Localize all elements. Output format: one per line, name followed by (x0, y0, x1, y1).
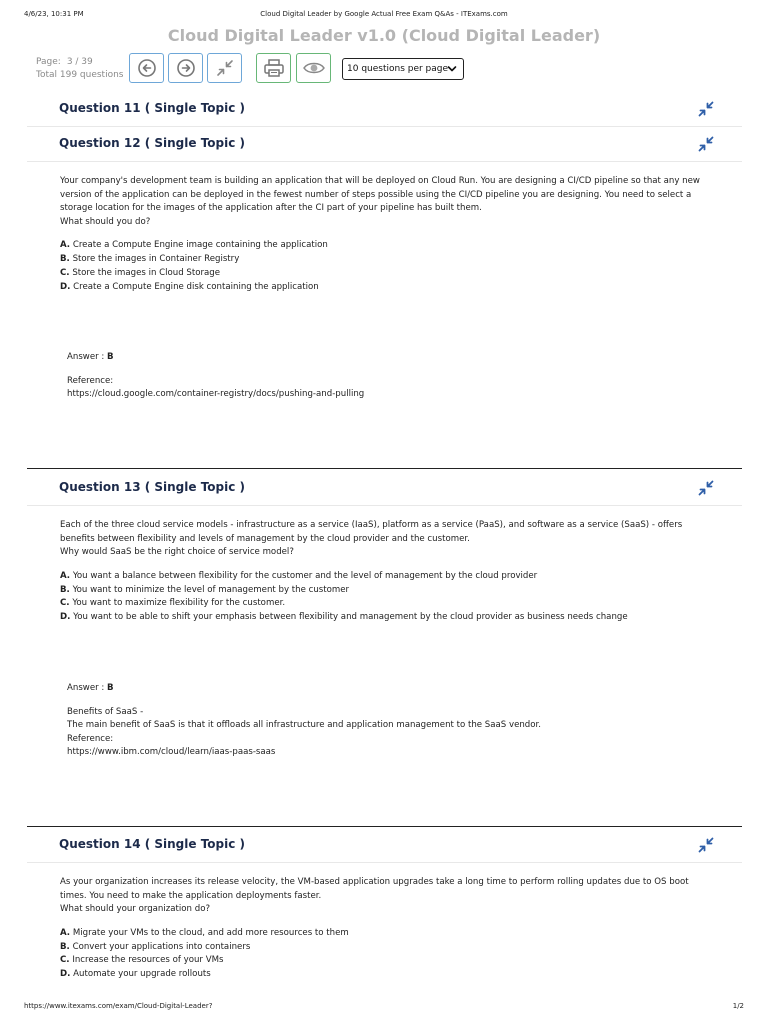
option-a[interactable]: A. You want a balance between flexibility for the customer and the level of management by the cloud provider (60, 570, 538, 581)
question-body (60, 519, 712, 625)
page-title: Cloud Digital Leader v1.0 (Cloud Digital Leader) (167, 26, 601, 45)
explanation-line: Benefits of SaaS - (67, 706, 144, 717)
question-card (27, 828, 742, 998)
option-b[interactable]: B. You want to minimize the level of management by the customer (60, 584, 350, 595)
collapse-all-icon (216, 59, 234, 77)
option-b[interactable]: B. Store the images in Container Registry (60, 254, 240, 265)
show-answers-button[interactable] (296, 53, 331, 83)
explanation-line: The main benefit of SaaS is that it offloads all infrastructure and application management to the SaaS vendor. (67, 720, 541, 731)
print-header (24, 10, 744, 22)
page-label: Page: (36, 57, 61, 67)
option-c[interactable]: C. You want to maximize flexibility for the customer. (60, 598, 286, 609)
question-prompt: What should your organization do? (60, 904, 211, 915)
question-title: Question 14 ( Single Topic ) (59, 837, 246, 851)
options-list (60, 927, 712, 982)
question-title: Question 13 ( Single Topic ) (59, 480, 246, 494)
prev-arrow-icon (137, 58, 157, 78)
answer-value: B (107, 683, 114, 693)
question-title: Question 11 ( Single Topic ) (59, 101, 246, 115)
printer-icon (263, 58, 285, 78)
print-date: 4/6/23, 10:31 PM (24, 10, 84, 18)
question-body (60, 175, 712, 295)
explanation-line: Reference: (67, 375, 114, 386)
pager-info (36, 56, 128, 82)
option-a[interactable]: A. Migrate your VMs to the cloud, and add more resources to them (60, 927, 349, 938)
option-d[interactable]: D. Automate your upgrade rollouts (60, 969, 211, 980)
question-title: Question 12 ( Single Topic ) (59, 136, 246, 150)
collapse-icon[interactable] (698, 136, 714, 152)
question-text: Your company's development team is building an application that will be deployed on Cloud Run. You are designing a CI/CD pipeline so that any new version of the application can be deployed in the fewest number of steps possible using the CI/CD pipeline you are designing. You need to select a storage location for the images of the application after the CI part of your pipeline has built them. (60, 176, 700, 214)
print-button[interactable] (256, 53, 291, 83)
question-card (27, 127, 742, 469)
answer-line: Answer : B (67, 683, 114, 693)
options-list (60, 570, 712, 625)
option-a[interactable]: A. Create a Compute Engine image containing the application (60, 240, 328, 251)
question-text: Each of the three cloud service models - infrastructure as a service (IaaS), platform as a service (PaaS), and software as a service (SaaS) - offers benefits between flexibility and levels of management by the cloud provider and the customer. (60, 520, 683, 544)
option-b[interactable]: B. Convert your applications into containers (60, 941, 251, 952)
page-value: 3 / 39 (66, 57, 93, 67)
question-header[interactable] (27, 92, 742, 127)
divider (27, 826, 742, 827)
option-d[interactable]: D. Create a Compute Engine disk containing the application (60, 281, 319, 292)
eye-icon (302, 59, 326, 77)
reference-link[interactable]: https://cloud.google.com/container-registry/docs/pushing-and-pulling (67, 389, 365, 400)
print-url: https://www.itexams.com/exam/Cloud-Digital-Leader? (24, 1002, 213, 1010)
reference-link[interactable]: https://www.ibm.com/cloud/learn/iaas-paas-saas (67, 747, 276, 758)
collapse-icon[interactable] (698, 837, 714, 853)
option-c[interactable]: C. Increase the resources of your VMs (60, 955, 224, 966)
question-body (60, 876, 712, 982)
question-header[interactable] (27, 471, 742, 506)
option-c[interactable]: C. Store the images in Cloud Storage (60, 267, 221, 278)
collapse-icon[interactable] (698, 101, 714, 117)
collapse-icon[interactable] (698, 480, 714, 496)
print-footer (24, 1002, 744, 1014)
question-header[interactable] (27, 828, 742, 863)
next-page-button[interactable] (168, 53, 203, 83)
question-card (27, 92, 742, 127)
answer-line: Answer : B (67, 352, 114, 362)
question-text: As your organization increases its release velocity, the VM-based application upgrades take a long time to perform rolling updates due to OS boot times. You need to make the application deployments faster. (60, 877, 689, 901)
answer-value: B (107, 352, 114, 362)
explanation-line: Reference: (67, 733, 114, 744)
answer-block (67, 682, 712, 760)
previous-page-button[interactable] (129, 53, 164, 83)
collapse-all-button[interactable] (207, 53, 242, 83)
chevron-down-icon (447, 65, 457, 73)
questions-per-page-select[interactable] (342, 58, 464, 80)
per-page-value: 10 questions per page (347, 64, 449, 74)
total-questions: Total 199 questions (36, 70, 124, 80)
option-d[interactable]: D. You want to be able to shift your emphasis between flexibility and management by the cloud provider as business needs change (60, 612, 628, 623)
divider (27, 468, 742, 469)
print-page-number: 1/2 (732, 1002, 744, 1010)
question-prompt: Why would SaaS be the right choice of service model? (60, 547, 294, 558)
question-header[interactable] (27, 127, 742, 162)
next-arrow-icon (176, 58, 196, 78)
print-doc-title: Cloud Digital Leader by Google Actual Free Exam Q&As - ITExams.com (260, 10, 508, 18)
question-card (27, 471, 742, 827)
options-list (60, 239, 712, 294)
question-prompt: What should you do? (60, 216, 151, 227)
answer-block (67, 351, 712, 402)
